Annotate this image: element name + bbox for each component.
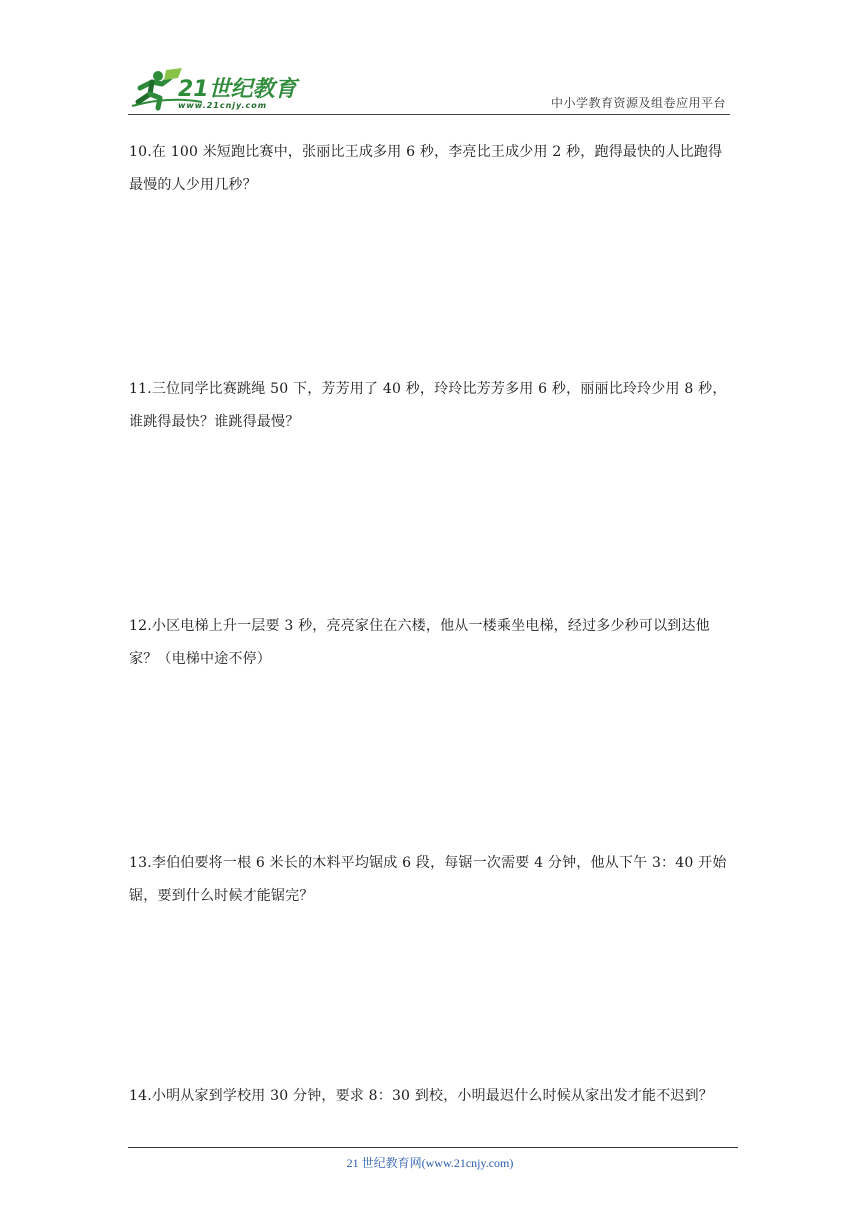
logo-text: 21世纪教育 xyxy=(178,77,297,102)
question-13 xyxy=(129,847,733,913)
header-divider xyxy=(128,114,730,115)
page-header xyxy=(128,66,730,116)
question-text: 小明从家到学校用 30 分钟，要求 8：30 到校，小明最迟什么时候从家出发才能不迟到？ xyxy=(151,1088,714,1104)
question-12 xyxy=(129,610,733,676)
question-number: 10. xyxy=(129,144,152,160)
question-number: 12. xyxy=(129,618,152,634)
question-number: 13. xyxy=(129,855,152,871)
logo-url: www.21cnjy.com xyxy=(178,101,268,110)
question-text: 李伯伯要将一根 6 米长的木料平均锯成 6 段，每锯一次需要 4 分钟，他从下午 3：40 开始锯，要到什么时候才能锯完？ xyxy=(129,855,727,904)
question-text: 在 100 米短跑比赛中，张丽比王成多用 6 秒，李亮比王成少用 2 秒，跑得最快的人比跑得最慢的人少用几秒？ xyxy=(129,144,723,193)
question-14 xyxy=(129,1080,733,1113)
runner-logo-icon xyxy=(128,66,308,112)
question-11 xyxy=(129,373,733,439)
question-text: 三位同学比赛跳绳 50 下，芳芳用了 40 秒，玲玲比芳芳多用 6 秒，丽丽比玲玲少用 8 秒，谁跳得最快？谁跳得最慢？ xyxy=(129,381,727,430)
question-text: 小区电梯上升一层要 3 秒，亮亮家住在六楼，他从一楼乘坐电梯，经过多少秒可以到达他家？（电梯中途不停） xyxy=(129,618,710,667)
question-number: 14. xyxy=(129,1088,152,1104)
site-logo[interactable] xyxy=(128,66,308,112)
footer-divider xyxy=(128,1147,738,1148)
footer-link[interactable]: 21 世纪教育网(www.21cnjy.com) xyxy=(346,1156,514,1170)
question-number: 11. xyxy=(129,381,152,397)
header-tagline: 中小学教育资源及组卷应用平台 xyxy=(550,96,726,110)
question-10 xyxy=(129,136,733,202)
